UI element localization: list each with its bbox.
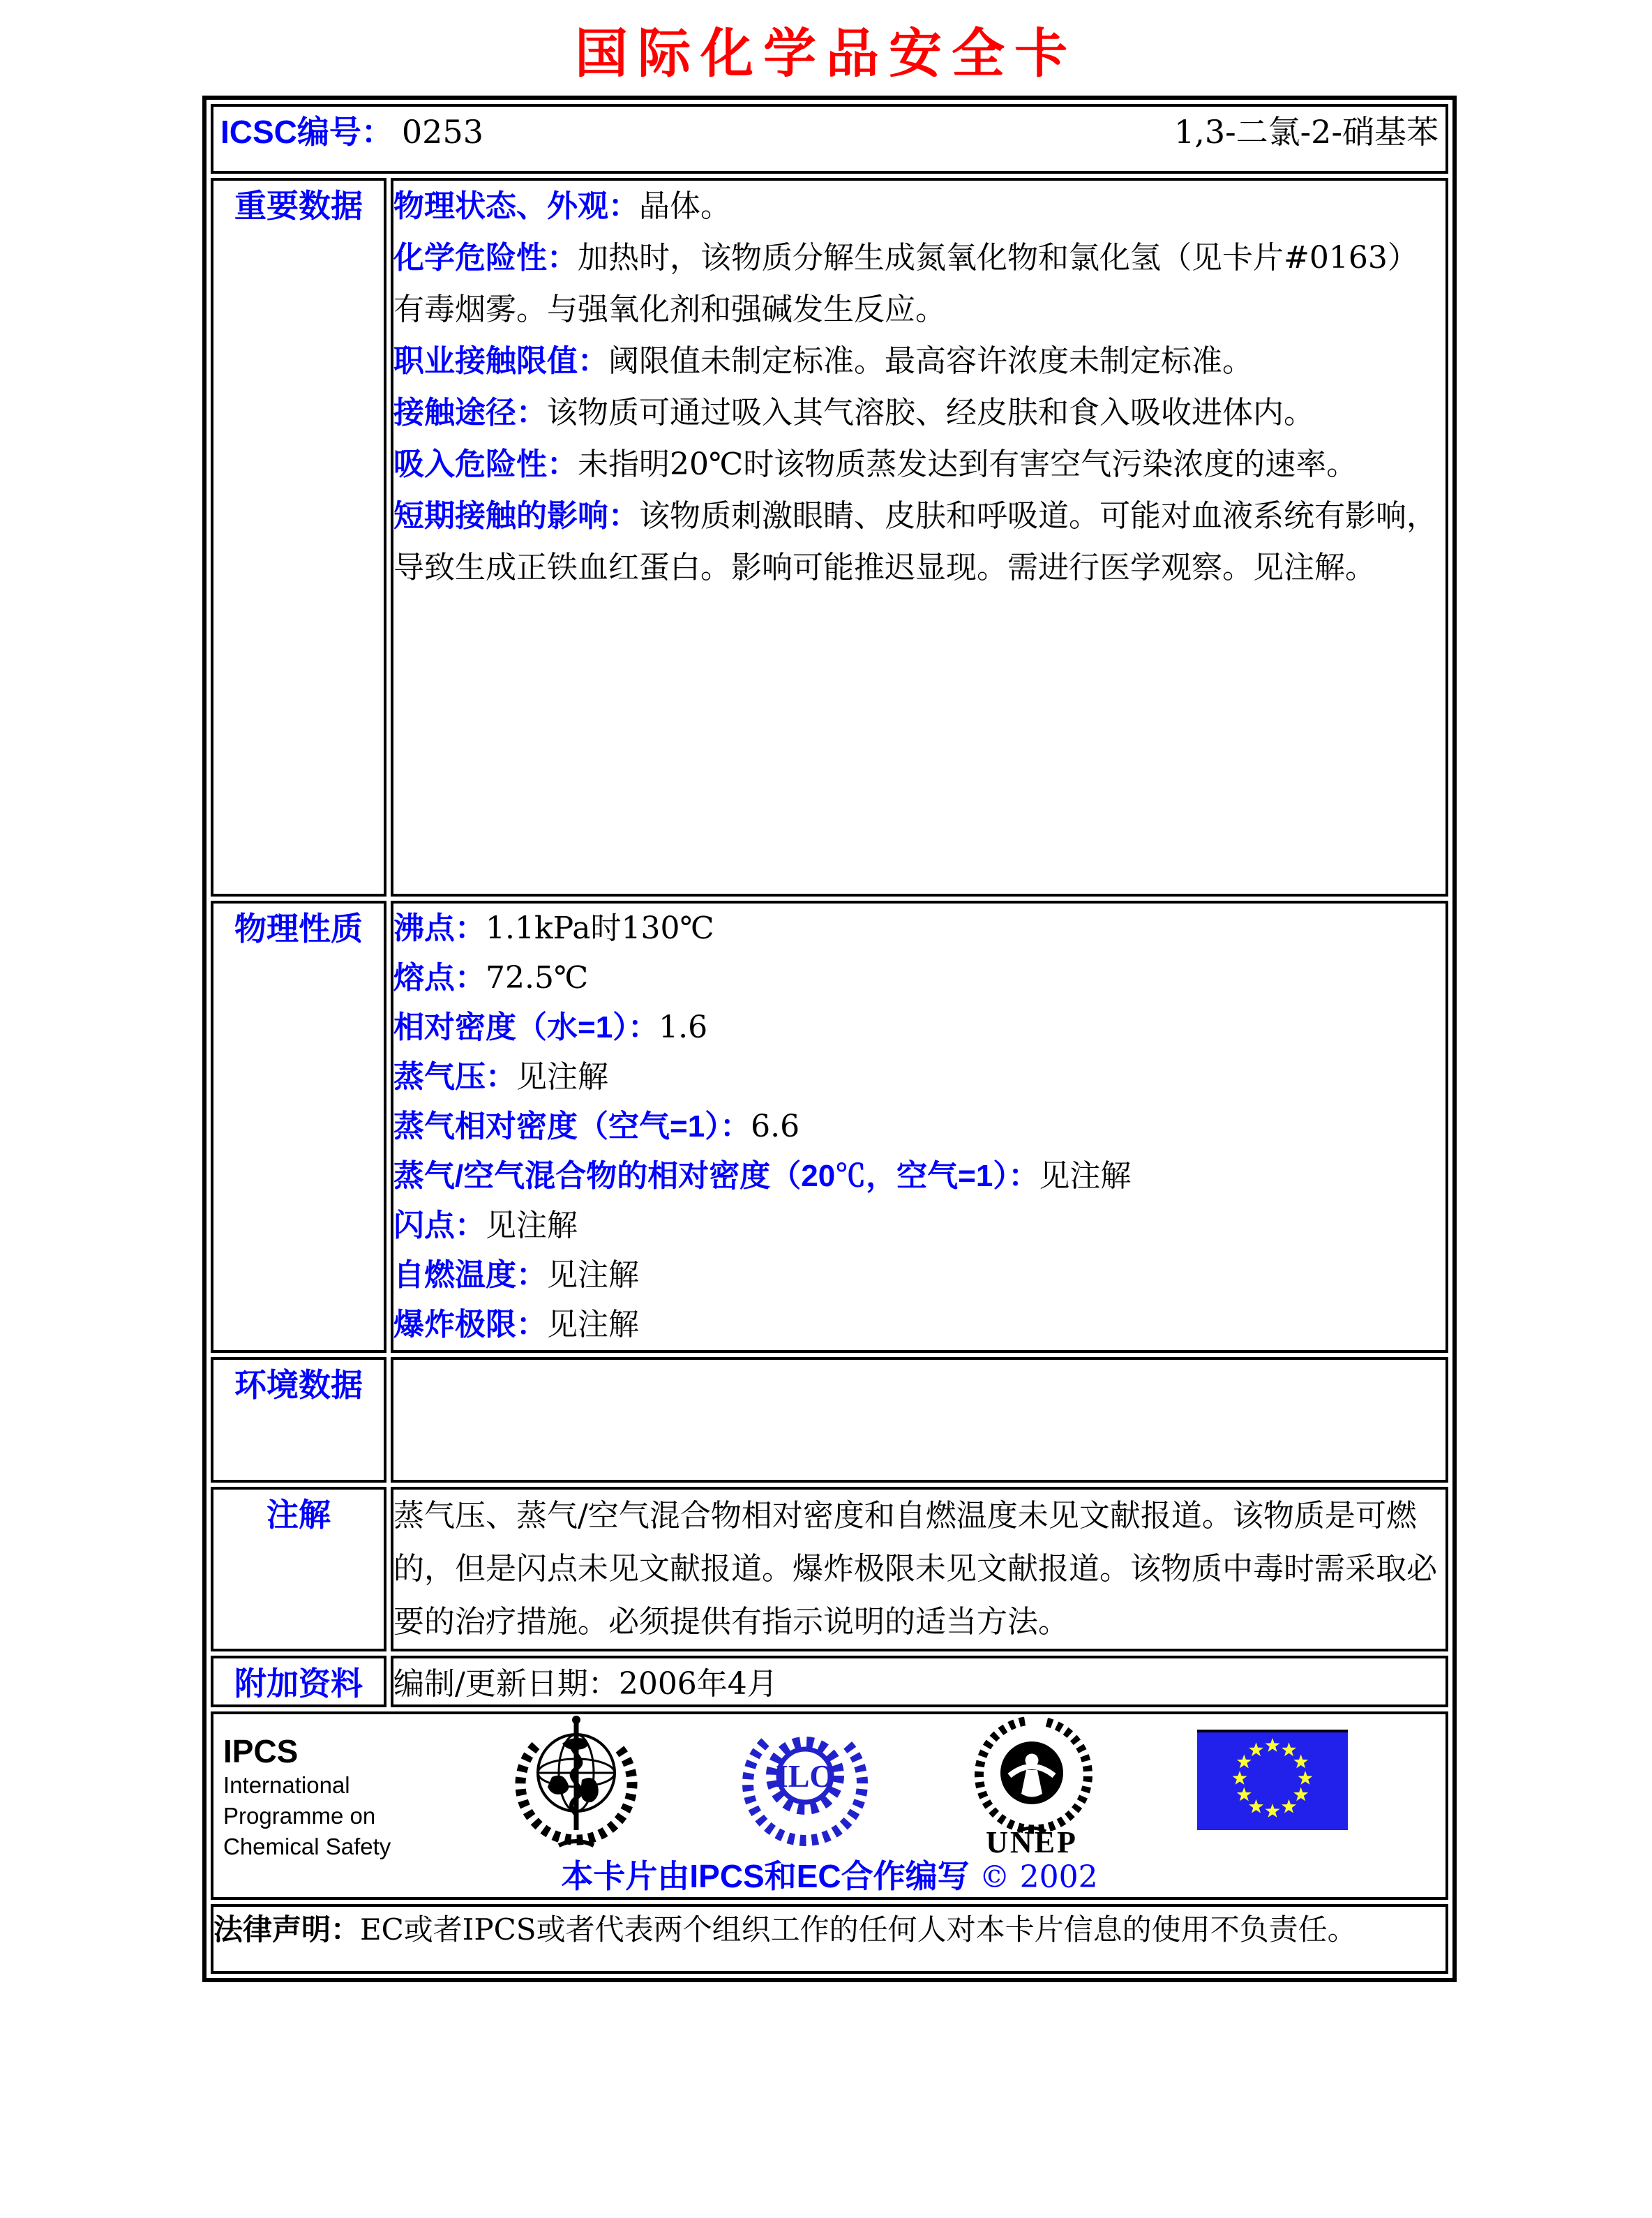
notes-row	[211, 1487, 1448, 1651]
section-label-important-data: 重要数据	[211, 178, 386, 897]
property-field	[393, 181, 1446, 232]
card-header-cell	[211, 104, 1448, 174]
section-label-notes: 注解	[211, 1487, 386, 1651]
physical-properties-content	[391, 901, 1448, 1353]
card-header-row	[211, 104, 1448, 174]
property-field-value: 见注解	[486, 1208, 578, 1243]
environmental-data-content	[391, 1357, 1448, 1483]
property-field-label: 吸入危险性：	[393, 447, 578, 481]
property-field-label: 化学危险性：	[393, 241, 578, 275]
chemical-name: 1,3-二氯-2-硝基苯	[1173, 113, 1439, 151]
ilo-logo-icon	[741, 1714, 869, 1848]
property-field-label: 蒸气/空气混合物的相对密度（20℃，空气=1）：	[393, 1159, 1039, 1193]
copyright-text: © 2002	[979, 1859, 1098, 1895]
property-field	[393, 1300, 1446, 1349]
property-field-label: 接触途径：	[393, 396, 547, 430]
property-field	[393, 490, 1446, 594]
property-field	[393, 1201, 1446, 1250]
property-field-value: 1.6	[659, 1010, 708, 1045]
legal-row	[211, 1904, 1448, 1974]
property-field-value: 见注解	[1039, 1158, 1132, 1194]
property-field	[393, 1052, 1446, 1102]
who-logo-icon	[513, 1714, 640, 1851]
unep-logo-icon	[970, 1714, 1096, 1857]
property-field-label: 相对密度（水=1）：	[393, 1010, 659, 1044]
property-field-value: 见注解	[516, 1059, 608, 1095]
property-field	[393, 439, 1446, 490]
section-label-additional-info: 附加资料	[211, 1656, 386, 1707]
property-field-label: 沸点：	[393, 911, 486, 945]
property-field	[393, 953, 1446, 1003]
icsc-number-value: 0253	[401, 113, 483, 151]
important-data-row	[211, 178, 1448, 897]
property-field-label: 蒸气相对密度（空气=1）：	[393, 1109, 751, 1144]
property-field-value: 阈限值未制定标准。最高容许浓度未制定标准。	[608, 343, 1253, 379]
legal-text: EC或者IPCS或者代表两个组织工作的任何人对本卡片信息的使用不负责任。	[360, 1912, 1357, 1947]
update-date-label: 编制/更新日期：	[393, 1666, 619, 1702]
property-field-value: 6.6	[751, 1109, 800, 1144]
ipcs-line: International	[223, 1772, 350, 1798]
cooperation-text: 本卡片由IPCS和EC合作编写	[561, 1858, 970, 1894]
property-field-label: 自燃温度：	[393, 1258, 547, 1292]
page-title: 国际化学品安全卡	[575, 22, 1077, 84]
ilo-letters: ILO	[775, 1758, 835, 1794]
icsc-number-label: ICSC编号：	[220, 114, 393, 150]
property-field	[393, 232, 1446, 336]
important-data-content	[391, 178, 1448, 897]
property-field-value: 晶体。	[639, 188, 731, 224]
section-label-physical-properties: 物理性质	[211, 901, 386, 1353]
legal-cell	[211, 1904, 1448, 1974]
property-field-label: 闪点：	[393, 1208, 486, 1243]
notes-text: 蒸气压、蒸气/空气混合物相对密度和自燃温度未见文献报道。该物质是可燃的，但是闪点未见文献报道。爆炸极限未见文献报道。该物质中毒时需采取必要的治疗措施。必须提供有指示说明的适当方法。	[393, 1498, 1437, 1640]
unep-caption: UNEP	[986, 1825, 1078, 1857]
additional-info-content	[391, 1656, 1448, 1707]
ipcs-line: Programme on	[223, 1803, 376, 1829]
property-field-value: 该物质刺激眼睛、皮肤和呼吸道。可能对血液系统有影响，导致生成正铁血红蛋白。影响可能推迟显现。需进行医学观察。见注解。	[393, 498, 1437, 585]
environmental-data-row	[211, 1357, 1448, 1483]
notes-content	[391, 1487, 1448, 1651]
property-field-label: 职业接触限值：	[393, 344, 608, 378]
property-field	[393, 1151, 1446, 1201]
ipcs-text-block	[223, 1714, 412, 1862]
property-field	[393, 904, 1446, 953]
property-field-label: 爆炸极限：	[393, 1307, 547, 1342]
property-field-label: 蒸气压：	[393, 1060, 516, 1094]
ipcs-acronym: IPCS	[223, 1733, 299, 1769]
section-label-environmental-data: 环境数据	[211, 1357, 386, 1483]
property-field-value: 加热时，该物质分解生成氮氧化物和氯化氢（见卡片#0163）有毒烟雾。与强氧化剂和强碱发生反应。	[393, 240, 1418, 327]
property-field-label: 短期接触的影响：	[393, 499, 639, 533]
property-field	[393, 336, 1446, 387]
icsc-card-table	[202, 96, 1457, 1982]
property-field-value: 未指明20℃时该物质蒸发达到有害空气污染浓度的速率。	[578, 447, 1358, 482]
property-field-value: 见注解	[547, 1257, 639, 1293]
logos-cell	[211, 1711, 1448, 1900]
property-field-label: 熔点：	[393, 961, 486, 995]
property-field-value: 见注解	[547, 1307, 639, 1342]
eu-flag-icon	[1197, 1730, 1348, 1830]
icsc-number	[220, 107, 483, 153]
property-field-label: 物理状态、外观：	[393, 189, 639, 223]
physical-properties-row	[211, 901, 1448, 1353]
property-field	[393, 387, 1446, 439]
property-field-value: 该物质可通过吸入其气溶胶、经皮肤和食入吸收进体内。	[547, 395, 1314, 430]
additional-info-row	[211, 1656, 1448, 1707]
property-field	[393, 1250, 1446, 1300]
logos-row	[211, 1711, 1448, 1900]
property-field	[393, 1003, 1446, 1052]
legal-label: 法律声明：	[213, 1913, 361, 1946]
property-field-value: 1.1kPa时130℃	[486, 911, 714, 946]
property-field-value: 72.5℃	[486, 960, 589, 996]
property-field	[393, 1102, 1446, 1151]
ipcs-line: Chemical Safety	[223, 1834, 391, 1859]
update-date-value: 2006年4月	[618, 1666, 778, 1702]
